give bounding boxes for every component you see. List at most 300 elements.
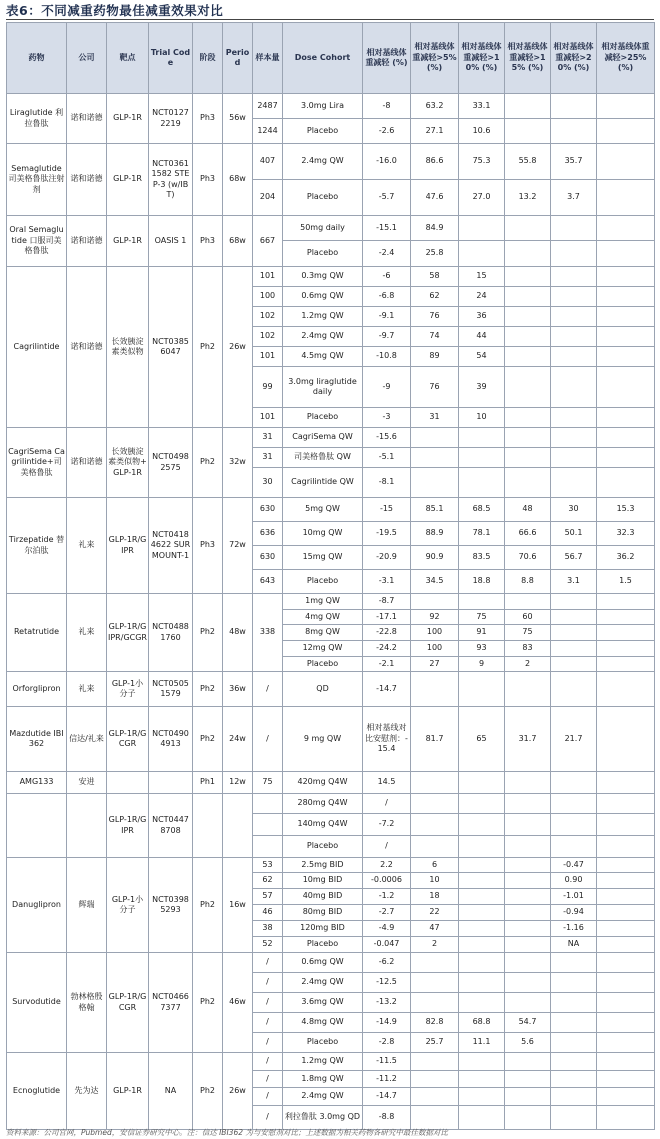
value-cell: 83.5	[459, 546, 505, 570]
title-rule	[6, 19, 654, 20]
value-cell: 36.2	[597, 546, 655, 570]
value-cell	[505, 993, 551, 1013]
value-cell: -15.1	[363, 216, 411, 241]
value-cell: NA	[551, 937, 597, 953]
value-cell	[411, 468, 459, 498]
sample-size-cell: 204	[253, 180, 283, 216]
drug-name-cell: Cagrilintide	[7, 267, 67, 428]
value-cell	[411, 672, 459, 707]
value-cell: /	[363, 794, 411, 814]
value-cell: 89	[411, 347, 459, 367]
value-cell: -12.5	[363, 973, 411, 993]
dose-cohort-cell: 2.5mg BID	[283, 858, 363, 873]
target-cell: GLP-1R	[107, 1053, 149, 1130]
drug-name-cell: Retatrutide	[7, 594, 67, 672]
value-cell: 18	[411, 889, 459, 905]
value-cell: -9	[363, 367, 411, 408]
sample-size-cell: 338	[253, 594, 283, 672]
value-cell	[597, 267, 655, 287]
target-cell: GLP-1小分子	[107, 672, 149, 707]
company-cell: 诺和诺德	[67, 267, 107, 428]
sample-size-cell: 30	[253, 468, 283, 498]
value-cell: 25.8	[411, 241, 459, 267]
value-cell	[459, 794, 505, 814]
value-cell	[459, 905, 505, 921]
value-cell	[597, 657, 655, 672]
value-cell: 75.3	[459, 144, 505, 180]
col-header: Trial Code	[149, 23, 193, 94]
dose-cohort-cell: Placebo	[283, 408, 363, 428]
value-cell	[505, 858, 551, 873]
dose-cohort-cell: 3.0mg Lira	[283, 94, 363, 119]
col-header: 药物	[7, 23, 67, 94]
value-cell	[597, 993, 655, 1013]
value-cell	[459, 428, 505, 448]
value-cell	[505, 468, 551, 498]
value-cell: 36	[459, 307, 505, 327]
value-cell	[597, 905, 655, 921]
value-cell	[597, 367, 655, 408]
table-row	[7, 1053, 655, 1071]
dose-cohort-cell: Placebo	[283, 1033, 363, 1053]
dose-cohort-cell: 5mg QW	[283, 498, 363, 522]
sample-size-cell: 62	[253, 873, 283, 889]
table-row	[7, 428, 655, 448]
trial-code-cell: OASIS 1	[149, 216, 193, 267]
value-cell	[597, 216, 655, 241]
value-cell: 54.7	[505, 1013, 551, 1033]
value-cell: -20.9	[363, 546, 411, 570]
value-cell	[411, 993, 459, 1013]
value-cell	[459, 889, 505, 905]
value-cell	[551, 1033, 597, 1053]
sample-size-cell: 52	[253, 937, 283, 953]
value-cell: 10	[459, 408, 505, 428]
value-cell	[551, 625, 597, 641]
value-cell: 44	[459, 327, 505, 347]
drug-name-cell: Orforglipron	[7, 672, 67, 707]
company-cell: 信达/礼来	[67, 707, 107, 772]
value-cell	[551, 993, 597, 1013]
value-cell	[505, 287, 551, 307]
dose-cohort-cell: 12mg QW	[283, 641, 363, 657]
value-cell: -3	[363, 408, 411, 428]
col-header: 靶点	[107, 23, 149, 94]
drug-name-cell: Mazdutide IBI362	[7, 707, 67, 772]
value-cell	[597, 428, 655, 448]
value-cell	[505, 836, 551, 858]
target-cell: GLP-1R	[107, 216, 149, 267]
drug-name-cell: Danuglipron	[7, 858, 67, 953]
value-cell	[505, 94, 551, 119]
trial-code-cell: NA	[149, 1053, 193, 1130]
col-header: 相对基线体重减轻>20% (%)	[551, 23, 597, 94]
period-cell: 68w	[223, 216, 253, 267]
value-cell	[551, 347, 597, 367]
phase-cell: Ph3	[193, 216, 223, 267]
target-cell: GLP-1R	[107, 144, 149, 216]
value-cell	[597, 1013, 655, 1033]
value-cell	[505, 216, 551, 241]
dose-cohort-cell: 1.2mg QW	[283, 1053, 363, 1071]
value-cell	[597, 772, 655, 794]
value-cell: 75	[505, 625, 551, 641]
value-cell: -0.047	[363, 937, 411, 953]
value-cell: 93	[459, 641, 505, 657]
value-cell	[411, 1106, 459, 1130]
sample-size-cell: 630	[253, 546, 283, 570]
table-title: 表6：不同减重药物最佳减重效果对比	[6, 3, 224, 18]
sample-size-cell: /	[253, 672, 283, 707]
value-cell	[597, 610, 655, 625]
dose-cohort-cell: 3.6mg QW	[283, 993, 363, 1013]
value-cell	[597, 594, 655, 610]
value-cell: 76	[411, 307, 459, 327]
value-cell: 22	[411, 905, 459, 921]
dose-cohort-cell: CagriSema QW	[283, 428, 363, 448]
period-cell: 26w	[223, 267, 253, 428]
value-cell	[597, 347, 655, 367]
value-cell: -2.1	[363, 657, 411, 672]
drug-name-cell: Ecnoglutide	[7, 1053, 67, 1130]
value-cell: 48	[505, 498, 551, 522]
source-note: 资料来源：公司官网，Pubmed，安信证券研究中心。注：信达 IBI362 为与安慰剂对比；上述数据为相关药物各研究中最佳数据对比	[6, 1128, 448, 1137]
value-cell	[505, 267, 551, 287]
value-cell	[505, 327, 551, 347]
value-cell	[411, 794, 459, 814]
value-cell: -8.8	[363, 1106, 411, 1130]
dose-cohort-cell: 2.4mg QW	[283, 973, 363, 993]
value-cell	[597, 1053, 655, 1071]
phase-cell: Ph2	[193, 707, 223, 772]
period-cell: 68w	[223, 144, 253, 216]
value-cell	[505, 594, 551, 610]
value-cell	[551, 367, 597, 408]
value-cell	[459, 993, 505, 1013]
value-cell: -11.2	[363, 1071, 411, 1088]
drug-name-cell: Tirzepatide 替尔泊肽	[7, 498, 67, 594]
sample-size-cell: 100	[253, 287, 283, 307]
value-cell: 54	[459, 347, 505, 367]
value-cell	[411, 1053, 459, 1071]
phase-cell: Ph2	[193, 428, 223, 498]
dose-cohort-cell: Placebo	[283, 836, 363, 858]
value-cell	[597, 241, 655, 267]
col-header: 样本量	[253, 23, 283, 94]
table-row	[7, 94, 655, 119]
value-cell: -1.2	[363, 889, 411, 905]
value-cell	[597, 921, 655, 937]
trial-code-cell: NCT04667377	[149, 953, 193, 1053]
trial-code-cell: NCT03856047	[149, 267, 193, 428]
value-cell	[551, 1013, 597, 1033]
value-cell: -0.94	[551, 905, 597, 921]
value-cell	[459, 873, 505, 889]
dose-cohort-cell: Placebo	[283, 180, 363, 216]
value-cell: 82.8	[411, 1013, 459, 1033]
value-cell	[505, 905, 551, 921]
value-cell: -1.01	[551, 889, 597, 905]
sample-size-cell: 102	[253, 327, 283, 347]
value-cell: -9.7	[363, 327, 411, 347]
value-cell	[597, 307, 655, 327]
value-cell	[551, 814, 597, 836]
value-cell	[459, 241, 505, 267]
dose-cohort-cell: Placebo	[283, 937, 363, 953]
value-cell	[597, 937, 655, 953]
value-cell	[597, 836, 655, 858]
sample-size-cell: /	[253, 993, 283, 1013]
value-cell: -24.2	[363, 641, 411, 657]
period-cell: 46w	[223, 953, 253, 1053]
value-cell	[505, 953, 551, 973]
value-cell: 33.1	[459, 94, 505, 119]
value-cell: 65	[459, 707, 505, 772]
table-row	[7, 498, 655, 522]
value-cell: -3.1	[363, 570, 411, 594]
trial-code-cell: NCT05051579	[149, 672, 193, 707]
value-cell	[411, 836, 459, 858]
target-cell: GLP-1R/GCGR	[107, 707, 149, 772]
value-cell	[597, 707, 655, 772]
value-cell: 6	[411, 858, 459, 873]
value-cell: -4.9	[363, 921, 411, 937]
value-cell	[551, 672, 597, 707]
value-cell: -14.9	[363, 1013, 411, 1033]
value-cell: -17.1	[363, 610, 411, 625]
value-cell	[505, 119, 551, 144]
value-cell: /	[363, 836, 411, 858]
trial-code-cell: NCT04881760	[149, 594, 193, 672]
dose-cohort-cell: 3.0mg liraglutide daily	[283, 367, 363, 408]
trial-code-cell	[149, 772, 193, 794]
company-cell: 诺和诺德	[67, 144, 107, 216]
sample-size-cell: /	[253, 1071, 283, 1088]
target-cell: GLP-1R/GIPR/GCGR	[107, 594, 149, 672]
value-cell	[597, 625, 655, 641]
target-cell: GLP-1R/GIPR	[107, 794, 149, 858]
value-cell: -0.47	[551, 858, 597, 873]
phase-cell	[193, 794, 223, 858]
dose-cohort-cell: 1mg QW	[283, 594, 363, 610]
value-cell: -1.16	[551, 921, 597, 937]
value-cell	[597, 408, 655, 428]
value-cell: -6.2	[363, 953, 411, 973]
value-cell	[551, 428, 597, 448]
value-cell	[459, 1088, 505, 1106]
value-cell: 85.1	[411, 498, 459, 522]
value-cell	[597, 672, 655, 707]
trial-code-cell: NCT01272219	[149, 94, 193, 144]
value-cell: 1.5	[597, 570, 655, 594]
company-cell: 勃林格殷格翰	[67, 953, 107, 1053]
sample-size-cell	[253, 836, 283, 858]
sample-size-cell: 46	[253, 905, 283, 921]
sample-size-cell: 407	[253, 144, 283, 180]
company-cell: 安进	[67, 772, 107, 794]
dose-cohort-cell: 120mg BID	[283, 921, 363, 937]
dose-cohort-cell: Placebo	[283, 657, 363, 672]
company-cell: 先为达	[67, 1053, 107, 1130]
value-cell: 88.9	[411, 522, 459, 546]
phase-cell: Ph3	[193, 144, 223, 216]
value-cell	[551, 307, 597, 327]
value-cell: 84.9	[411, 216, 459, 241]
sample-size-cell: 643	[253, 570, 283, 594]
phase-cell: Ph2	[193, 672, 223, 707]
sample-size-cell: 667	[253, 216, 283, 267]
value-cell: 3.1	[551, 570, 597, 594]
value-cell	[411, 428, 459, 448]
company-cell: 礼来	[67, 594, 107, 672]
sample-size-cell: 57	[253, 889, 283, 905]
value-cell	[411, 953, 459, 973]
value-cell	[597, 873, 655, 889]
sample-size-cell: 31	[253, 448, 283, 468]
dose-cohort-cell: 50mg daily	[283, 216, 363, 241]
value-cell: -15	[363, 498, 411, 522]
sample-size-cell	[253, 794, 283, 814]
value-cell	[597, 858, 655, 873]
sample-size-cell: /	[253, 1013, 283, 1033]
sample-size-cell: 636	[253, 522, 283, 546]
value-cell: 86.6	[411, 144, 459, 180]
phase-cell: Ph2	[193, 953, 223, 1053]
value-cell: 62	[411, 287, 459, 307]
value-cell: 14.5	[363, 772, 411, 794]
dose-cohort-cell: 140mg Q4W	[283, 814, 363, 836]
value-cell: 10.6	[459, 119, 505, 144]
period-cell: 56w	[223, 94, 253, 144]
sample-size-cell	[253, 814, 283, 836]
value-cell: 76	[411, 367, 459, 408]
value-cell: 27	[411, 657, 459, 672]
value-cell: 15.3	[597, 498, 655, 522]
sample-size-cell: 630	[253, 498, 283, 522]
value-cell	[411, 448, 459, 468]
value-cell: -6.8	[363, 287, 411, 307]
period-cell: 12w	[223, 772, 253, 794]
value-cell	[597, 1106, 655, 1130]
value-cell	[505, 973, 551, 993]
value-cell	[411, 1071, 459, 1088]
dose-cohort-cell: 1.2mg QW	[283, 307, 363, 327]
value-cell	[597, 468, 655, 498]
value-cell	[505, 408, 551, 428]
trial-code-cell: NCT03611582 STEP-3 (w/IBT)	[149, 144, 193, 216]
value-cell: 8.8	[505, 570, 551, 594]
company-cell: 诺和诺德	[67, 94, 107, 144]
value-cell: 18.8	[459, 570, 505, 594]
value-cell: 10	[411, 873, 459, 889]
value-cell	[505, 921, 551, 937]
value-cell	[551, 468, 597, 498]
value-cell: 2.2	[363, 858, 411, 873]
value-cell: -8.1	[363, 468, 411, 498]
value-cell: 91	[459, 625, 505, 641]
value-cell	[551, 94, 597, 119]
value-cell	[505, 1088, 551, 1106]
value-cell: 83	[505, 641, 551, 657]
dose-cohort-cell: 10mg BID	[283, 873, 363, 889]
value-cell	[551, 794, 597, 814]
value-cell	[505, 814, 551, 836]
trial-code-cell: NCT03985293	[149, 858, 193, 953]
sample-size-cell: 101	[253, 408, 283, 428]
value-cell: -10.8	[363, 347, 411, 367]
sample-size-cell: /	[253, 1033, 283, 1053]
dose-cohort-cell: 280mg Q4W	[283, 794, 363, 814]
value-cell	[505, 307, 551, 327]
value-cell	[505, 347, 551, 367]
value-cell: 50.1	[551, 522, 597, 546]
sample-size-cell: /	[253, 1053, 283, 1071]
sample-size-cell: 99	[253, 367, 283, 408]
col-header: 相对基线体重减轻 (%)	[363, 23, 411, 94]
value-cell: 35.7	[551, 144, 597, 180]
dose-cohort-cell: 8mg QW	[283, 625, 363, 641]
dose-cohort-cell: 2.4mg QW	[283, 144, 363, 180]
value-cell	[459, 858, 505, 873]
value-cell	[551, 327, 597, 347]
phase-cell: Ph3	[193, 498, 223, 594]
value-cell: -15.6	[363, 428, 411, 448]
value-cell	[505, 1106, 551, 1130]
value-cell	[505, 873, 551, 889]
value-cell	[459, 836, 505, 858]
value-cell: 39	[459, 367, 505, 408]
col-header: 相对基线体重减轻>25% (%)	[597, 23, 655, 94]
period-cell: 16w	[223, 858, 253, 953]
phase-cell: Ph2	[193, 1053, 223, 1130]
value-cell: 0.90	[551, 873, 597, 889]
value-cell	[551, 287, 597, 307]
drug-name-cell: Semaglutide 司美格鲁肽注射剂	[7, 144, 67, 216]
value-cell: 47.6	[411, 180, 459, 216]
company-cell: 诺和诺德	[67, 428, 107, 498]
value-cell: -5.1	[363, 448, 411, 468]
value-cell: 34.5	[411, 570, 459, 594]
dose-cohort-cell: 40mg BID	[283, 889, 363, 905]
value-cell	[505, 367, 551, 408]
trial-code-cell: NCT04478708	[149, 794, 193, 858]
value-cell: -2.7	[363, 905, 411, 921]
sample-size-cell: 101	[253, 347, 283, 367]
value-cell: 68.5	[459, 498, 505, 522]
value-cell	[551, 448, 597, 468]
company-cell: 诺和诺德	[67, 216, 107, 267]
period-cell: 32w	[223, 428, 253, 498]
trial-code-cell: NCT04904913	[149, 707, 193, 772]
target-cell: GLP-1R/GIPR	[107, 498, 149, 594]
company-cell: 礼来	[67, 672, 107, 707]
drug-name-cell: Liraglutide 利拉鲁肽	[7, 94, 67, 144]
dose-cohort-cell: 420mg Q4W	[283, 772, 363, 794]
dose-cohort-cell: 4.5mg QW	[283, 347, 363, 367]
phase-cell: Ph2	[193, 858, 223, 953]
dose-cohort-cell: 80mg BID	[283, 905, 363, 921]
dose-cohort-cell: Placebo	[283, 119, 363, 144]
value-cell: -6	[363, 267, 411, 287]
sample-size-cell: /	[253, 1106, 283, 1130]
table-row	[7, 707, 655, 772]
value-cell: 3.7	[551, 180, 597, 216]
value-cell	[597, 119, 655, 144]
value-cell	[551, 1071, 597, 1088]
value-cell	[597, 144, 655, 180]
period-cell	[223, 794, 253, 858]
col-header: 阶段	[193, 23, 223, 94]
